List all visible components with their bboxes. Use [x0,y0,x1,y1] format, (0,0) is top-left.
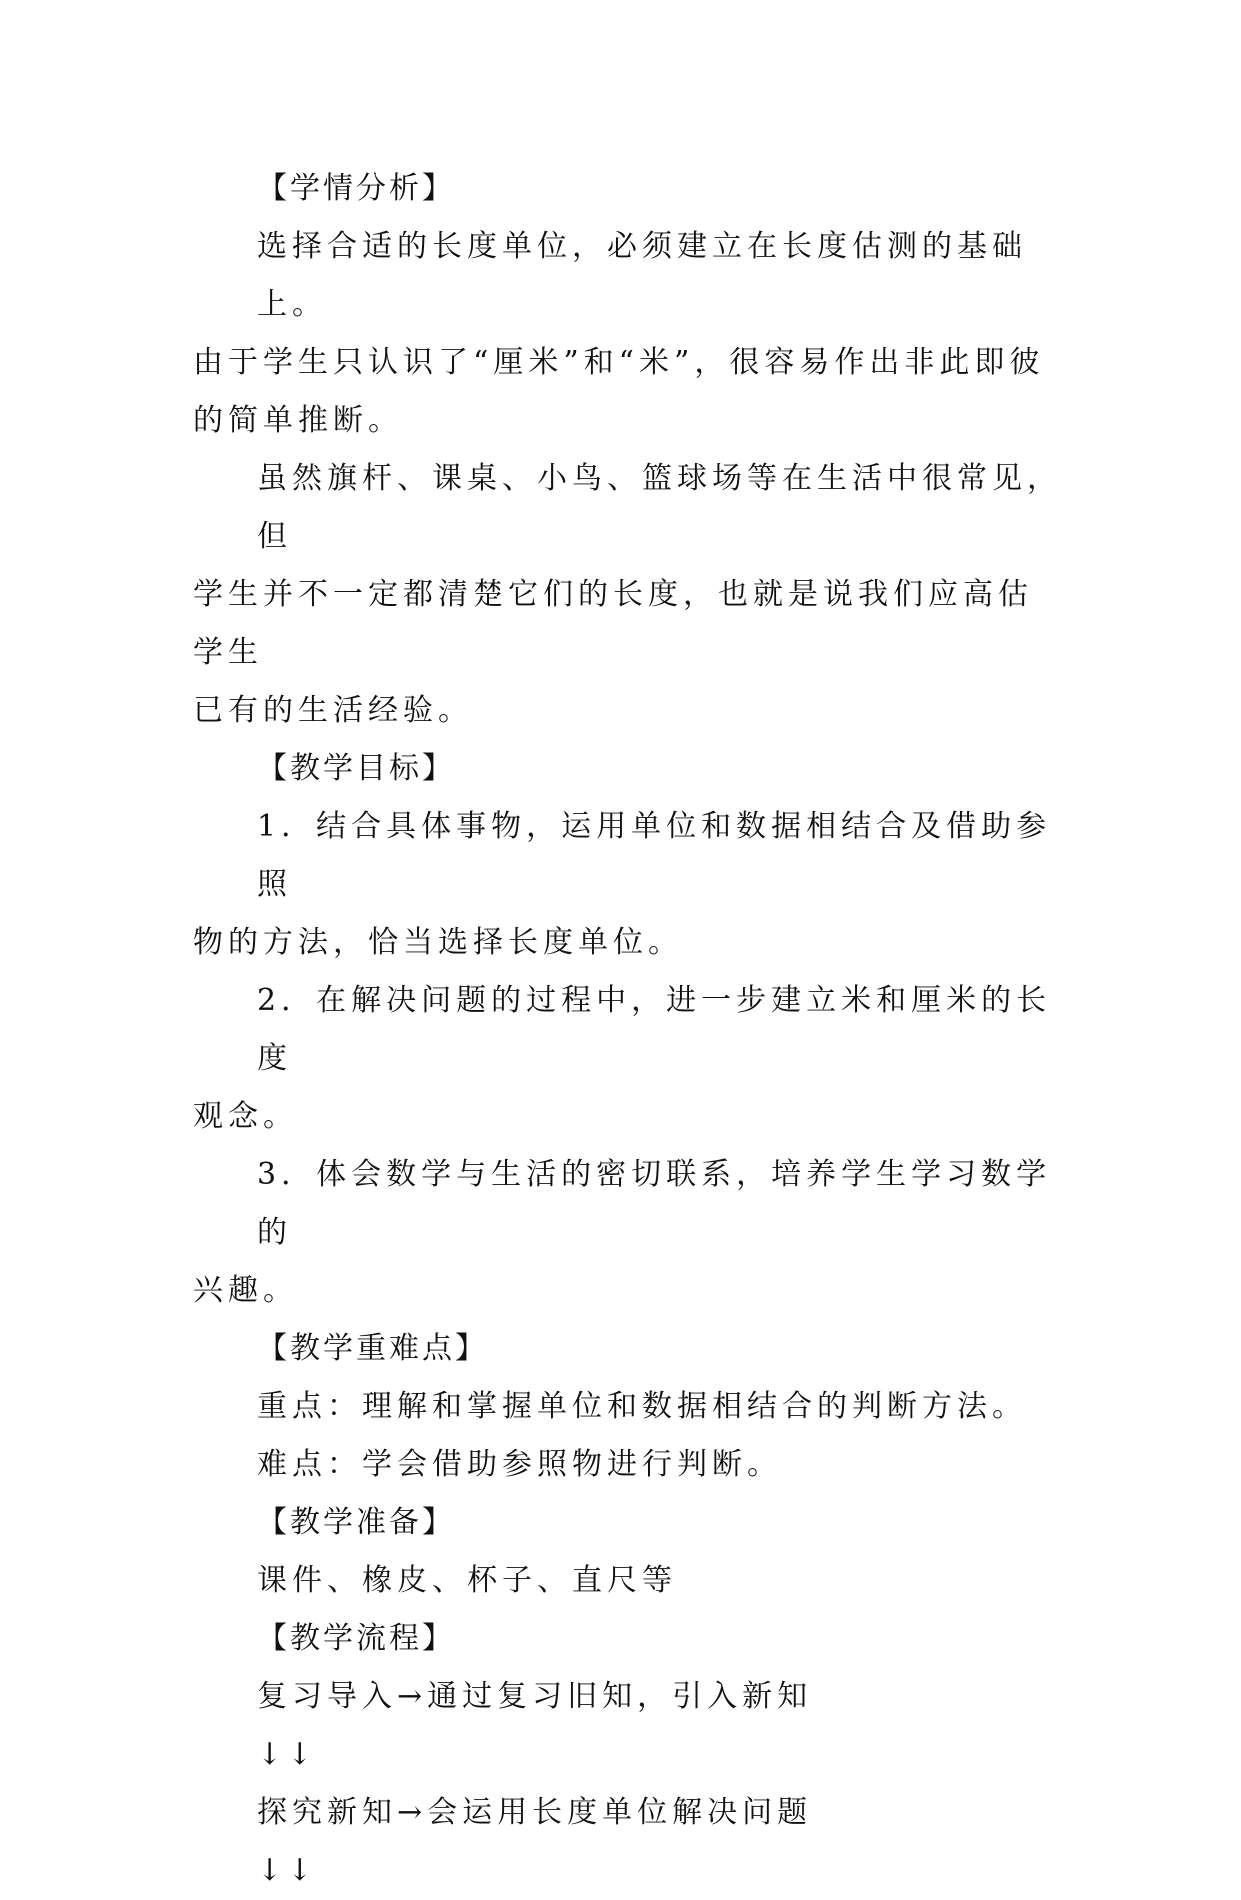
goal-line: 1．结合具体事物，运用单位和数据相结合及借助参照 [257,809,1052,902]
section-heading-liucheng: 【教学流程】 [257,1621,455,1656]
section-heading-zhongnan: 【教学重难点】 [257,1331,488,1366]
goal-line: 2．在解决问题的过程中，进一步建立米和厘米的长度 [257,983,1052,1076]
paragraph-line: 虽然旗杆、课桌、小鸟、篮球场等在生活中很常见，但 [257,461,1062,554]
key-point-line: 重点：理解和掌握单位和数据相结合的判断方法。 [257,1389,1027,1424]
document-body [193,160,1063,1900]
paragraph-line: 由于学生只认识了“厘米”和“米”，很容易作出非此即彼 [193,345,1045,380]
flow-step-line: 探究新知→会运用长度单位解决问题 [257,1795,813,1830]
goal-line: 3．体会数学与生活的密切联系，培养学生学习数学的 [257,1157,1052,1250]
section-heading-zhunbei: 【教学准备】 [257,1505,455,1540]
paragraph-line: 已有的生活经验。 [193,693,473,728]
flow-arrow-line: ↓↓ [257,1737,318,1772]
goal-line: 兴趣。 [193,1273,298,1308]
goal-line: 物的方法，恰当选择长度单位。 [193,925,683,960]
paragraph-line: 学生并不一定都清楚它们的长度，也就是说我们应高估学生 [193,577,1033,670]
preparation-line: 课件、橡皮、杯子、直尺等 [257,1563,677,1598]
difficult-point-line: 难点：学会借助参照物进行判断。 [257,1447,782,1482]
section-heading-xueqing: 【学情分析】 [257,171,455,206]
paragraph-line: 选择合适的长度单位，必须建立在长度估测的基础上。 [257,229,1027,322]
goal-line: 观念。 [193,1099,298,1134]
section-heading-mubiao: 【教学目标】 [257,751,455,786]
flow-arrow-line: ↓↓ [257,1853,318,1888]
paragraph-line: 的简单推断。 [193,403,403,438]
flow-step-line: 复习导入→通过复习旧知，引入新知 [257,1679,813,1714]
